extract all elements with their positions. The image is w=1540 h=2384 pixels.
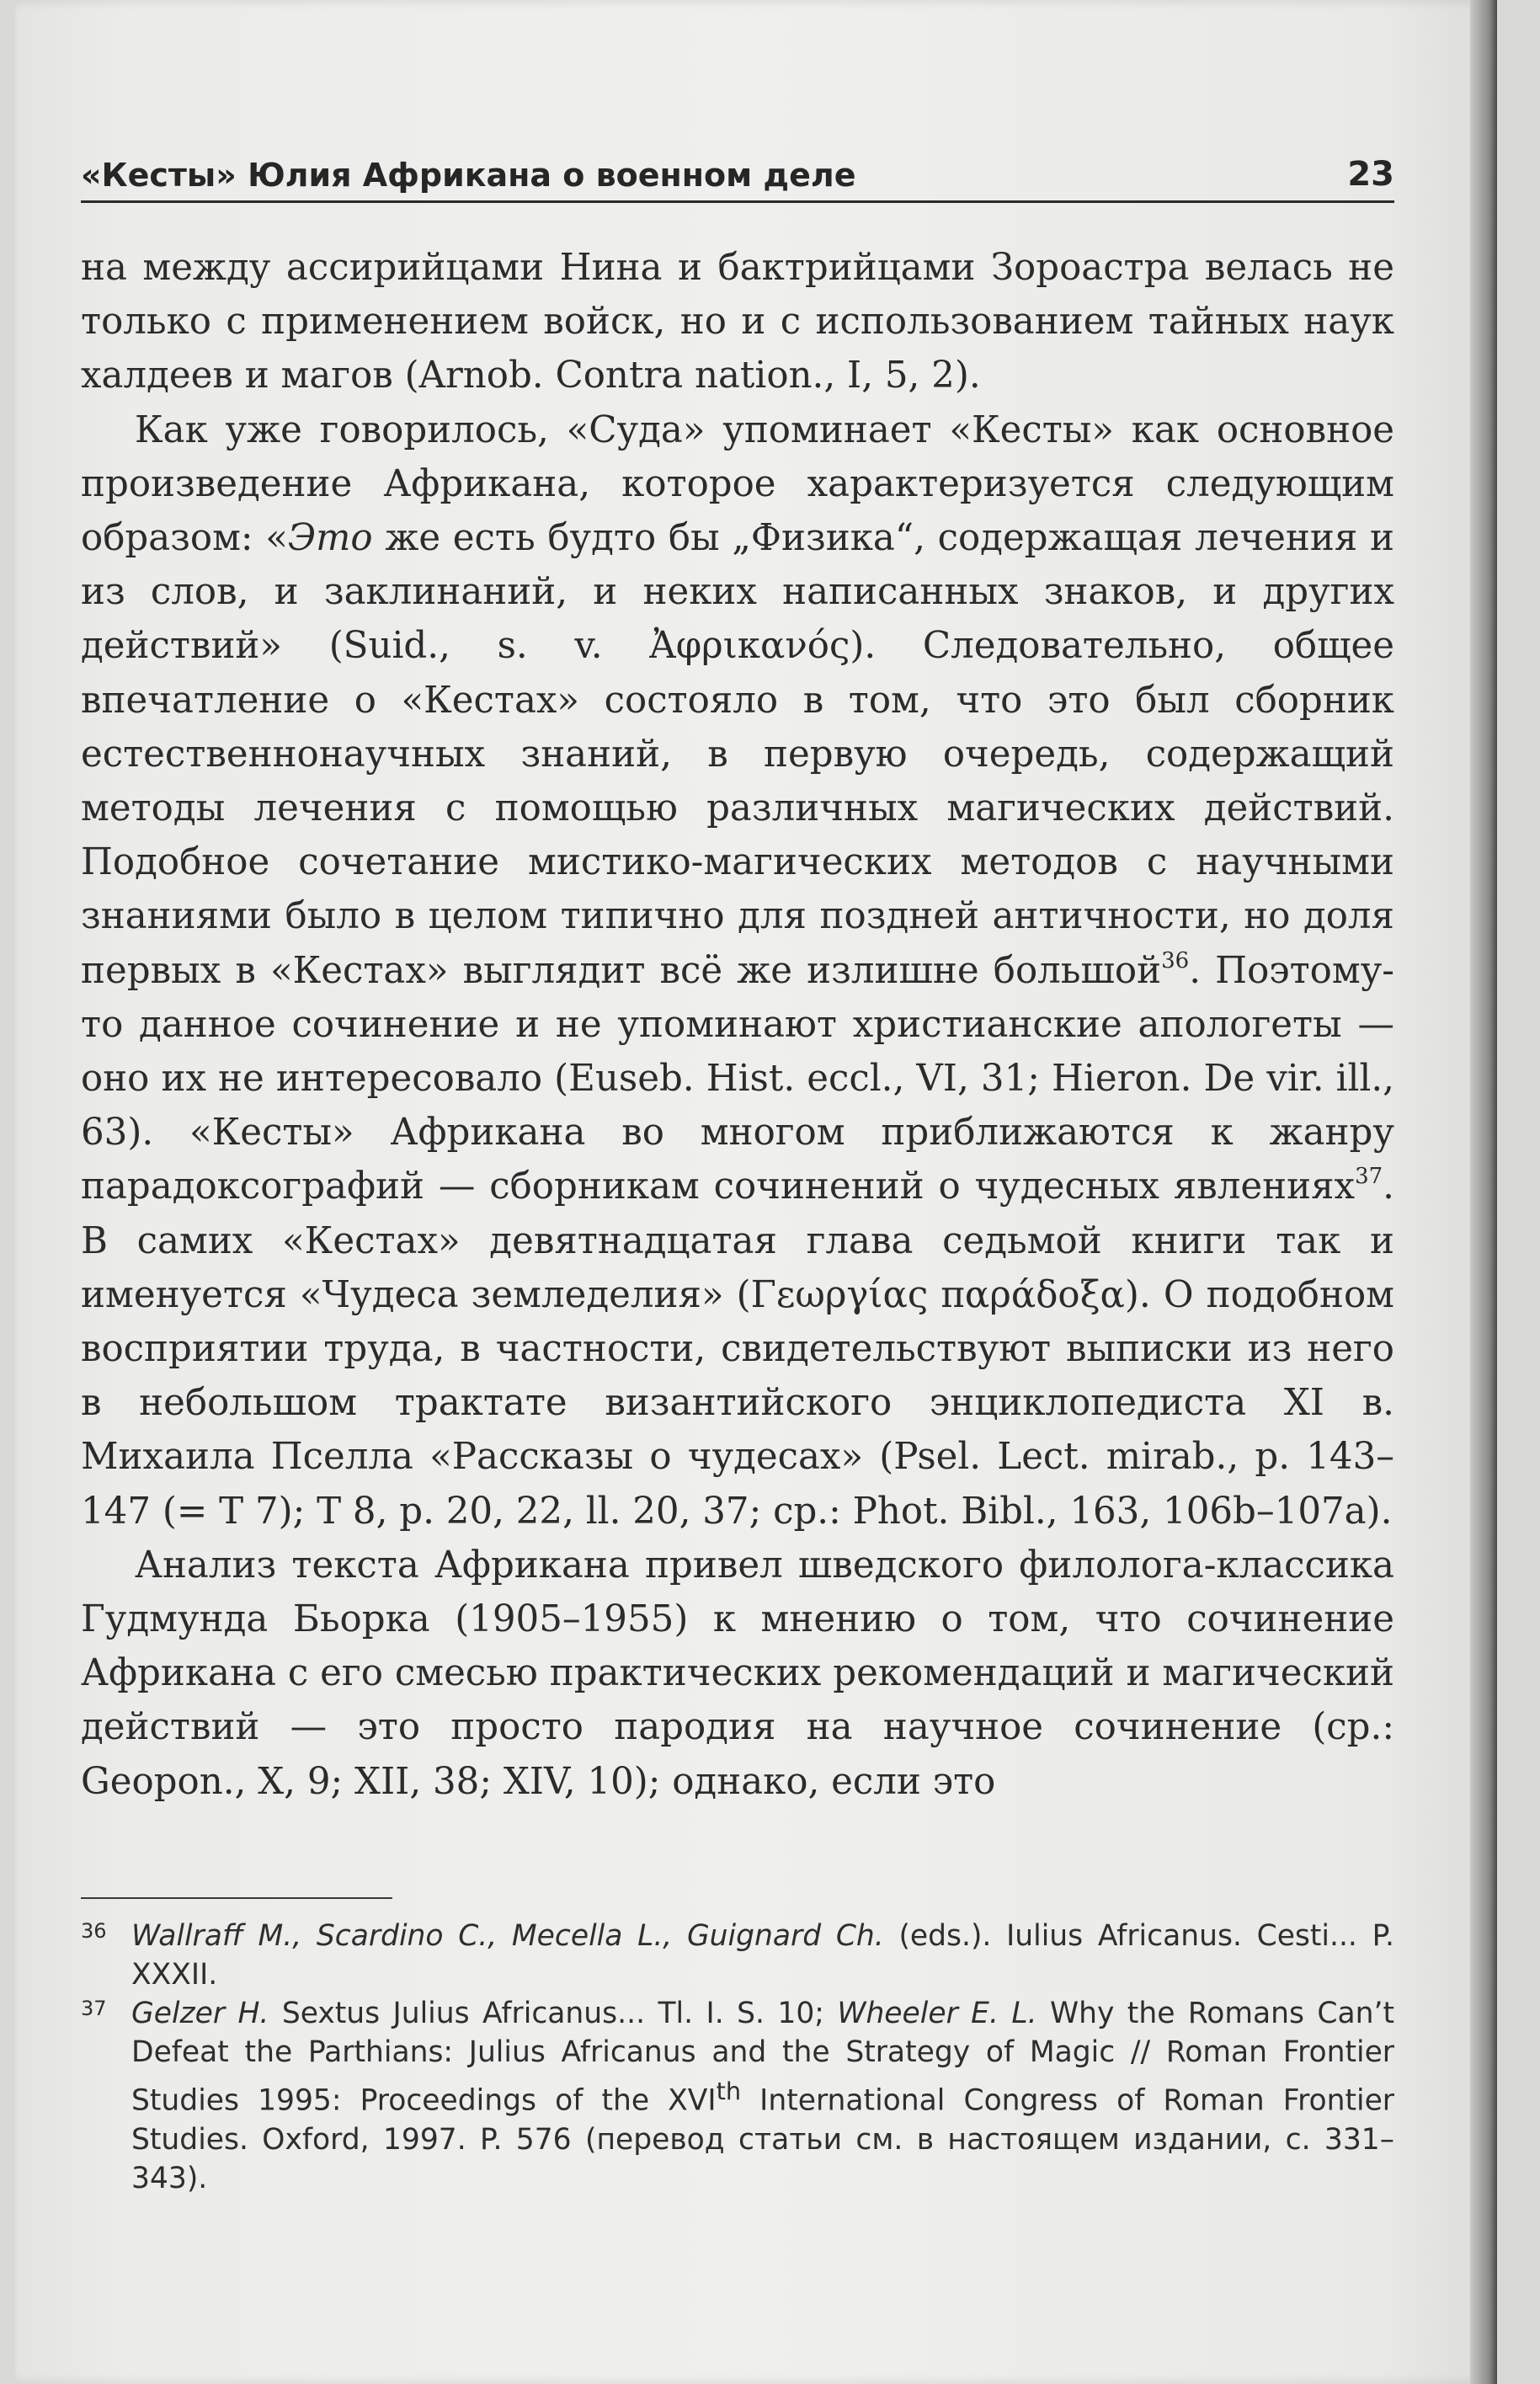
p2-italic: Это xyxy=(287,517,373,560)
footnote-authors: Wallraff M., Scardino C., Mecella L., Guignard Ch. xyxy=(131,1919,884,1953)
p2-text-3: . Поэтому-то данное сочинение и не упоминают христианские апологеты — оно их не интересовало (Euseb. Hist. eccl., VI, 31; Hieron. De vir. ill., 63). «Кесты» Африкана во многом приближаются к жанру парадоксографий — сборникам сочинений о чудесных явлениях xyxy=(81,949,1395,1208)
main-text xyxy=(81,241,1394,1809)
footnote-text: (eds.). Iulius Africanus. Cesti... P. XXXII. xyxy=(131,1919,1394,1992)
page-number: 23 xyxy=(1347,155,1394,194)
page-header xyxy=(81,150,1394,203)
footnote-text-2: Why the Romans Can’t Defeat the Parthians: Julius Africanus and the Strategy of Magic // Roman Frontier Studies 1995: Proceedings of the XVI xyxy=(131,1997,1394,2118)
footnote-author-2: Wheeler E. L. xyxy=(837,1997,1037,2030)
footnotes xyxy=(81,1917,1394,2198)
footnote-superscript: th xyxy=(716,2077,742,2105)
p2-text-4: . В самих «Кестах» девятнадцатая глава седьмой книги так и именуется «Чудеса земледелия» (Γεωργίας παράδοξα). О подобном восприятии труда, в частности, свидетельствуют выписки из него в небольшом трактате византийского энциклопедиста XI в. Михаила Пселла «Рассказы о чудесах» (Psel. Lect. mirab., p. 143–147 (= T 7); T 8, p. 20, 22, ll. 20, 37; cp.: Phot. Bibl., 163, 106b–107a). xyxy=(81,1165,1394,1533)
paragraph-2 xyxy=(81,403,1394,1539)
footnote-text-3: International Congress of Roman Frontier Studies. Oxford, 1997. P. 576 (перевод статьи см. в настоящем издании, с. 331–343). xyxy=(131,2083,1394,2195)
footnote-36 xyxy=(81,1917,1394,1994)
page-spine-edge xyxy=(1470,0,1497,2384)
p2-text-1: Как уже говорилось, «Суда» упоминает «Кесты» как основное произведение Африкана, которое характеризуется следующим образом: « xyxy=(81,408,1394,560)
book-page xyxy=(15,0,1497,2384)
footnote-text-1: Sextus Julius Africanus... Tl. I. S. 10; xyxy=(269,1997,838,2030)
footnote-author-1: Gelzer H. xyxy=(131,1997,269,2030)
footnote-ref-37: 37 xyxy=(1355,1164,1383,1190)
p2-text-2: же есть будто бы „Физика“, содержащая лечения и из слов, и заклинаний, и неких написанных знаков, и других действий» (Suid., s. v. Ἀφρικανός). Следовательно, общее впечатление о «Кестах» состояло в том, что это был сборник естественнонаучных знаний, в первую очередь, содержащий методы лечения с помощью различных магических действий. Подобное сочетание мистико-магических методов с научными знаниями было в целом типично для поздней античности, но доля первых в «Кестах» выглядит всё же излишне большой xyxy=(81,517,1394,992)
footnote-number: 36 xyxy=(81,1919,107,1943)
footnote-number: 37 xyxy=(81,1997,107,2020)
footnote-divider xyxy=(81,1897,392,1899)
running-title: «Кесты» Юлия Африкана о военном деле xyxy=(81,157,856,194)
footnote-37 xyxy=(81,1994,1394,2198)
paragraph-1: на между ассирийцами Нина и бактрийцами Зороастра велась не только с применением войск, но и с использованием тайных наук халдеев и магов (Arnob. Contra nation., I, 5, 2). xyxy=(81,247,1394,397)
footnote-ref-36: 36 xyxy=(1161,947,1190,973)
paragraph-3: Анализ текста Африкана привел шведского филолога-классика Гудмунда Бьорка (1905–1955) к мнению о том, что сочинение Африкана с его смесью практических рекомендаций и магический действий — это просто пародия на научное сочинение (ср.: Geopon., X, 9; XII, 38; XIV, 10); однако, если это xyxy=(81,1544,1394,1803)
